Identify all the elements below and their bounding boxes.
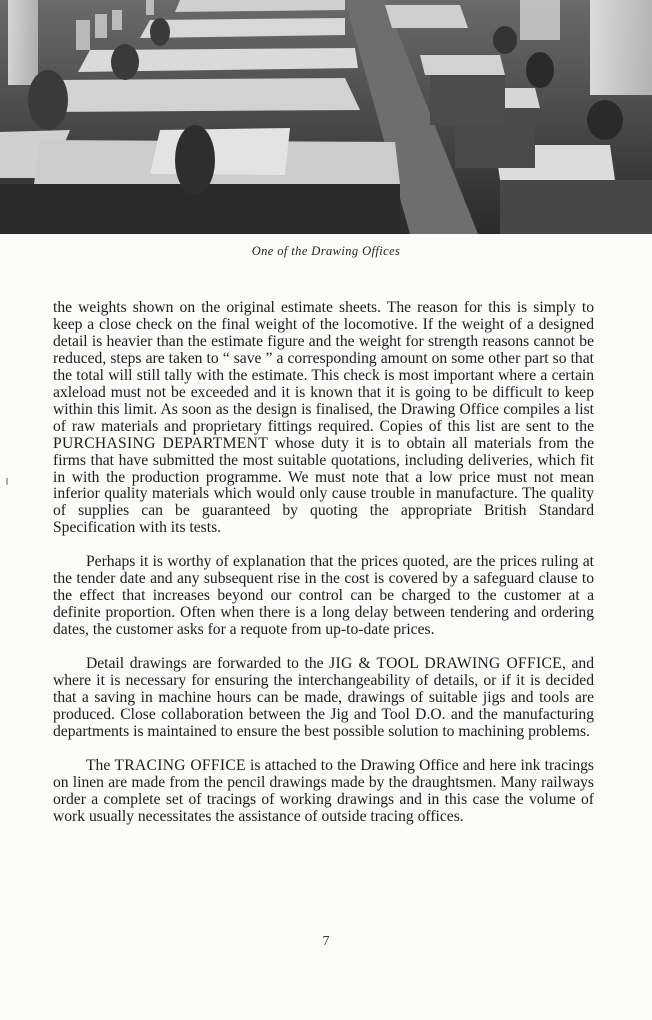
text-run: the weights shown on the original estimate sheets. The reason for this is simply to keep a close check on the final weight of the locomotive. If the weight of a designed detail is heavier than the estimate figure and the weight for strength reasons cannot be reduced, steps are taken to “ save ” a corresponding amount on some other part so that the total will still tally with the estimate. This check is most important where a certain axleload must not be exceeded and it is known that it is going to be difficult to keep within this limit. As soon as the design is finalised, the Drawing Office compiles a list of raw materials and proprietary fittings required. Copies of this list are sent to the	[53, 299, 594, 435]
text-run: is attached to the Drawing Office and here ink tracings on linen are made from the pencil drawings made by the draughtsmen. Many railways order a complete set of tracings of working drawings and in this case the volume of work usually necessitates the assistance of outside tracing offices.	[53, 756, 594, 825]
paragraph-tracing	[53, 758, 594, 826]
body-text	[53, 300, 594, 826]
paragraph-purchasing	[53, 300, 594, 537]
jig-tool-office-term: JIG & TOOL DRAWING OFFICE	[329, 655, 562, 673]
scan-speck	[6, 478, 8, 485]
page-number: 7	[322, 934, 330, 949]
figure-caption: One of the Drawing Offices	[251, 244, 401, 258]
tracing-office-term: TRACING OFFICE	[114, 756, 246, 774]
text-run: Perhaps it is worthy of explanation that the prices quoted, are the prices ruling at the tender date and any subsequent rise in the cost is covered by a safeguard clause to the effect that increases beyond our control can be charged to the customer at a definite proportion. Often when there is a long delay between tendering and ordering dates, the customer asks for a requote from up-to-date prices.	[53, 553, 594, 639]
paragraph-jig-tool	[53, 656, 594, 741]
purchasing-department-term: PURCHASING DEPARTMENT	[53, 434, 269, 452]
text-run: Detail drawings are forwarded to the	[86, 655, 330, 673]
drawing-office-photo	[0, 0, 652, 234]
text-run: , and where it is necessary for ensuring the interchangeability of details, or if it is decided that a saving in machine hours can be made, drawings of suitable jigs and tools are produced. Close collaboration between the Jig and Tool D.O. and the manufacturing departments is maintained to ensure the best possible solution to machining problems.	[53, 655, 595, 740]
text-run: whose duty it is to obtain all materials from the firms that have submitted the most suitable quotations, including deliveries, which fit in with the production programme. We must note that a low price must not mean inferior quality materials which would only cause trouble in manufacture. The quality of supplies can be guaranteed by quoting the appropriate British Standard Specification with its tests.	[53, 434, 594, 537]
paragraph-prices	[53, 554, 594, 639]
text-run: The	[86, 756, 115, 774]
